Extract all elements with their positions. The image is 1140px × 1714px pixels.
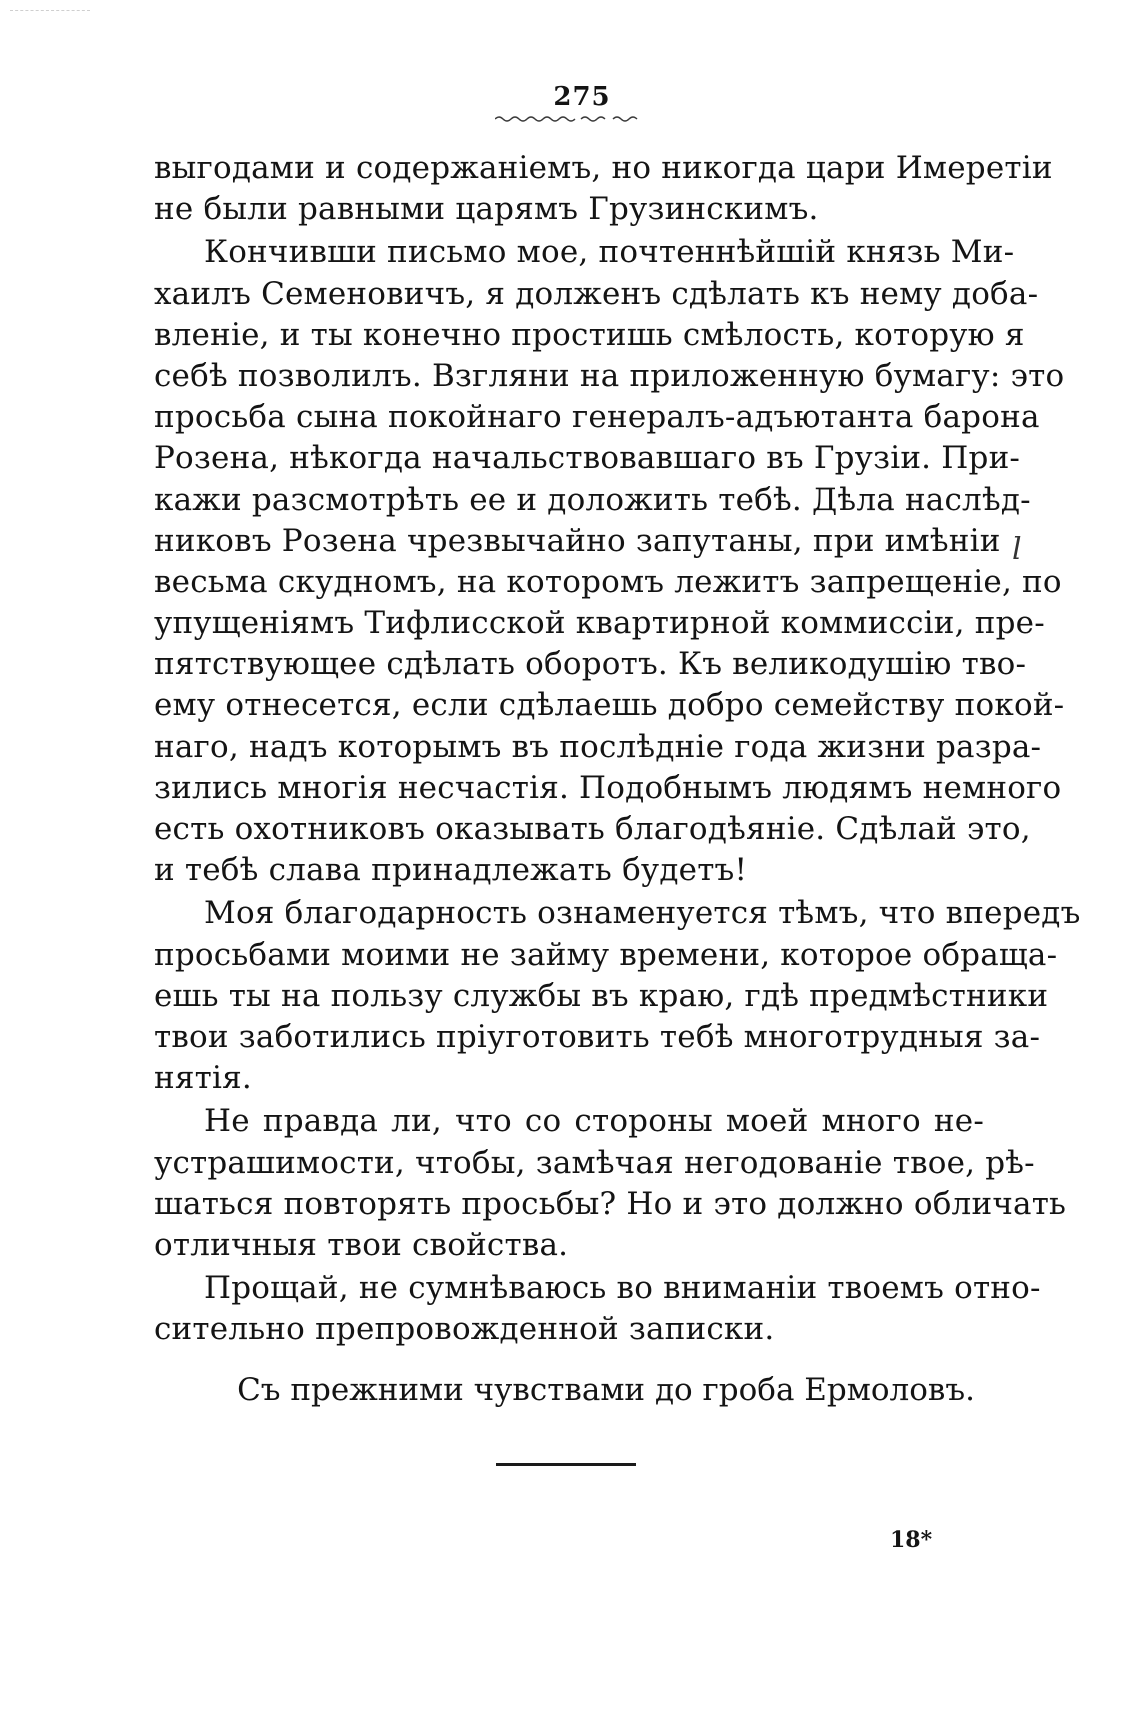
text-line: выгодами и содержаніемъ, но никогда цари Имеретіи xyxy=(154,150,1053,186)
letter-signature xyxy=(0,1372,1140,1408)
paragraph xyxy=(154,232,1065,891)
text-line: ешь ты на пользу службы въ краю, гдѣ предмѣстники xyxy=(154,977,1049,1014)
text-line: просьба сына покойнаго генералъ-адъютанта барона xyxy=(154,399,1040,436)
text-line: твои заботились пріуготовить тебѣ многотрудныя за- xyxy=(154,1018,1041,1055)
paragraph xyxy=(154,1268,1041,1350)
text-line: себѣ позволилъ. Взгляни на приложенную бумагу: это xyxy=(154,357,1065,394)
closing-rule xyxy=(496,1463,636,1466)
signature-text: Съ прежними чувствами до гроба Ермоловъ. xyxy=(237,1372,975,1408)
text-line: Прощай, не сумнѣваюсь во вниманіи твоемъ отно- xyxy=(204,1270,1041,1307)
printer-signature-mark: 18* xyxy=(890,1527,933,1553)
text-line: упущеніямъ Тифлисской квартирной коммиссіи, пре- xyxy=(154,605,1045,642)
paragraph xyxy=(154,1101,1067,1266)
text-line: сительно препровожденной записки. xyxy=(154,1311,775,1348)
text-line: ему отнесется, если сдѣлаешь добро семейству покой- xyxy=(154,687,1065,724)
text-line: зились многія несчастія. Подобнымъ людямъ немного xyxy=(154,769,1062,806)
text-line: устрашимости, чтобы, замѣчая негодованіе твое, рѣ- xyxy=(154,1144,1035,1181)
page-number-text: 275 xyxy=(553,82,611,112)
text-line: Кончивши письмо мое, почтеннѣйшій князь Ми- xyxy=(204,234,1015,271)
body-text xyxy=(154,148,1081,1352)
text-line: вленіе, и ты конечно простишь смѣлость, которую я xyxy=(154,316,1025,353)
scan-corner-mark xyxy=(10,10,90,12)
text-line: есть охотниковъ оказывать благодѣяніе. Сдѣлай это, xyxy=(154,811,1031,847)
paragraph xyxy=(154,148,1053,230)
text-line: хаилъ Семеновичъ, я долженъ сдѣлать къ нему доба- xyxy=(154,275,1039,312)
text-line: просьбами моими не займу времени, которое обраща- xyxy=(154,936,1058,973)
text-line: наго, надъ которымъ въ послѣдніе года жизни разра- xyxy=(154,728,1042,765)
text-line: кажи разсмотрѣть ее и доложить тебѣ. Дѣла наслѣд- xyxy=(154,481,1031,518)
text-line: отличныя твои свойства. xyxy=(154,1226,569,1263)
text-line: не были равными царямъ Грузинскимъ. xyxy=(154,191,819,228)
text-line: Моя благодарность ознаменуется тѣмъ, что впередъ xyxy=(204,895,1081,932)
text-line: пятствующее сдѣлать оборотъ. Къ великодушію тво- xyxy=(154,646,1027,683)
text-line: Розена, нѣкогда начальствовавшаго въ Грузіи. При- xyxy=(154,440,1021,477)
text-line: весьма скудномъ, на которомъ лежитъ запрещеніе, по xyxy=(154,563,1062,600)
page-number xyxy=(0,82,1140,112)
text-line: и тебѣ слава принадлежать будетъ! xyxy=(154,852,748,889)
text-line: шаться повторять просьбы? Но и это должно обличать xyxy=(154,1185,1067,1222)
text-line: никовъ Розена чрезвычайно запутаны, при имѣніи xyxy=(154,522,1001,559)
text-line: нятія. xyxy=(154,1060,252,1097)
margin-pencil-mark: l xyxy=(1012,532,1022,567)
paragraph xyxy=(154,893,1081,1099)
wavy-rule-ornament xyxy=(495,114,640,124)
text-line: Не правда ли, что со стороны моей много не- xyxy=(204,1103,984,1140)
